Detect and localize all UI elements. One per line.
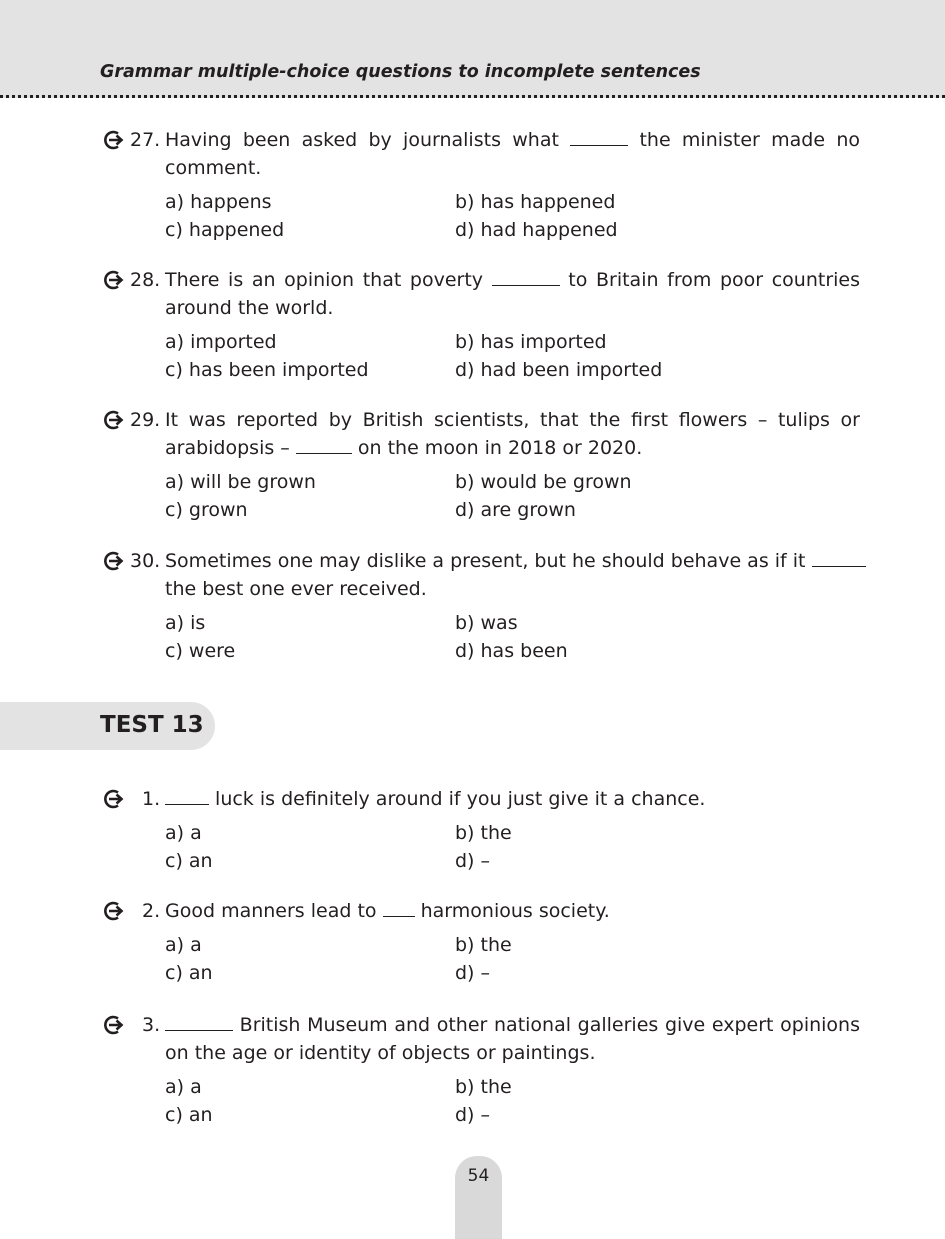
question-number: 27. [130,129,161,151]
test-section-tab [0,702,215,750]
question-number: 3. [142,1014,161,1036]
question-stem-line: comment. [165,157,262,179]
option-a[interactable]: a) will be grown [165,471,316,493]
test-title: TEST 13 [100,712,204,738]
option-c[interactable]: c) an [165,850,213,872]
question-number: 29. [130,409,161,431]
option-d[interactable]: d) – [455,962,491,984]
answer-options [165,819,860,875]
answer-options [165,468,860,524]
arrow-circle-right-icon [102,789,124,809]
page-header-title: Grammar multiple-choice questions to incomplete sentences [100,62,701,82]
option-a[interactable]: a) a [165,934,202,956]
answer-blank [492,267,560,286]
arrow-circle-right-icon [102,551,124,571]
question-stem-line: on the age or identity of objects or paintings. [165,1042,596,1064]
option-c[interactable]: c) were [165,640,236,662]
question-27 [100,126,860,244]
option-c[interactable]: c) an [165,962,213,984]
question-29 [100,406,860,524]
arrow-circle-right-icon [102,270,124,290]
test13-question-1 [100,785,860,875]
question-stem-line: the best one ever received. [165,578,427,600]
question-stem-line: Having been asked by journalists what the minister made no [165,129,860,151]
answer-blank [570,127,628,146]
option-d[interactable]: d) – [455,1104,491,1126]
test13-question-3 [100,1011,860,1129]
option-a[interactable]: a) is [165,612,206,634]
arrow-circle-right-icon [102,130,124,150]
question-stem-line: It was reported by British scientists, that the first flowers – tulips or [165,409,860,431]
option-b[interactable]: b) has imported [455,331,607,353]
option-a[interactable]: a) a [165,1076,202,1098]
option-a[interactable]: a) happens [165,191,272,213]
question-stem-line: around the world. [165,297,334,319]
option-b[interactable]: b) was [455,612,518,634]
question-30 [100,547,860,665]
answer-options [165,1073,860,1129]
answer-options [165,328,860,384]
option-b[interactable]: b) the [455,822,512,844]
option-a[interactable]: a) imported [165,331,277,353]
question-number: 1. [142,788,161,810]
option-d[interactable]: d) has been [455,640,568,662]
arrow-circle-right-icon [102,410,124,430]
question-stem-line: Good manners lead to harmonious society. [165,900,610,922]
answer-blank [165,1012,233,1031]
option-d[interactable]: d) are grown [455,499,576,521]
option-c[interactable]: c) grown [165,499,248,521]
test13-question-2 [100,897,860,987]
arrow-circle-right-icon [102,901,124,921]
page-number-tab [455,1156,502,1239]
question-stem-line: British Museum and other national galleries give expert opinions [165,1011,860,1039]
option-c[interactable]: c) has been imported [165,359,369,381]
answer-blank [383,898,415,917]
answer-blank [812,548,866,567]
option-d[interactable]: d) – [455,850,491,872]
answer-options [165,609,860,665]
question-stem-line: arabidopsis – on the moon in 2018 or 2020. [165,437,643,459]
header-dotted-divider [0,95,945,98]
question-number: 28. [130,269,161,291]
answer-options [165,188,860,244]
option-d[interactable]: d) had been imported [455,359,663,381]
option-b[interactable]: b) would be grown [455,471,632,493]
option-b[interactable]: b) the [455,1076,512,1098]
answer-blank [296,435,352,454]
question-stem-line: There is an opinion that poverty to Britain from poor countries [165,269,861,291]
option-c[interactable]: c) an [165,1104,213,1126]
arrow-circle-right-icon [102,1015,124,1035]
question-28 [100,266,860,384]
option-b[interactable]: b) the [455,934,512,956]
option-a[interactable]: a) a [165,822,202,844]
question-stem-line: luck is definitely around if you just give it a chance. [165,785,860,813]
page-number: 54 [467,1166,490,1186]
option-c[interactable]: c) happened [165,219,285,241]
question-stem-line: Sometimes one may dislike a present, but he should behave as if it [165,547,860,575]
answer-blank [165,786,209,805]
question-number: 2. [142,900,161,922]
option-d[interactable]: d) had happened [455,219,618,241]
header-band [0,0,945,98]
option-b[interactable]: b) has happened [455,191,616,213]
answer-options [165,931,860,987]
question-number: 30. [130,550,161,572]
